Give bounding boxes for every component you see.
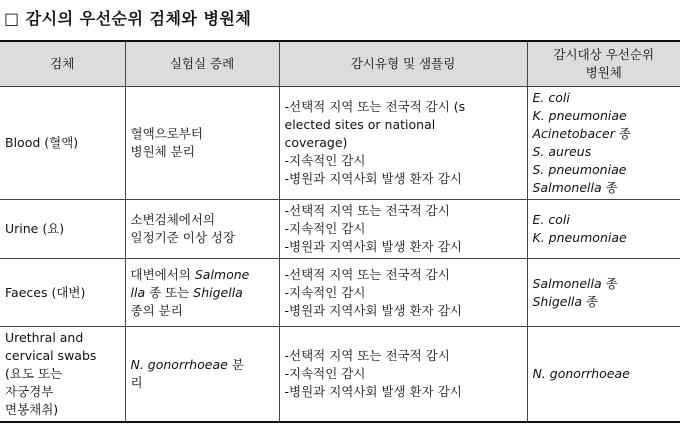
surveillance-line: -지속적인 감시: [284, 284, 366, 300]
surveillance-cell: [279, 259, 527, 327]
pathogen-item: Salmonella 종: [532, 180, 618, 195]
header-pathogens: 감시대상 우선순위 병원체: [527, 41, 680, 87]
table-row: [0, 200, 680, 259]
surveillance-table: [0, 40, 680, 423]
surveillance-line: -병원과 지역사회 발생 환자 감시: [284, 171, 462, 186]
lab-case-cell: N. gonorrhoeae 분 리: [125, 327, 279, 423]
pathogen-item: Acinetobacer 종: [532, 126, 631, 141]
pathogens-cell: [527, 259, 680, 327]
surveillance-cell: [279, 200, 527, 259]
surveillance-line: -병원과 지역사회 발생 환자 감시: [284, 384, 462, 399]
surveillance-line: -병원과 지역사회 발생 환자 감시: [284, 239, 462, 254]
specimen-cell: Faeces (대변): [0, 259, 125, 327]
pathogen-item: N. gonorrhoeae: [532, 366, 630, 381]
specimen-cell: Urethral and cervical swabs (요도 또는 자궁경부 면봉채취): [0, 327, 125, 423]
page-title: □ 감시의 우선순위 검체와 병원체: [4, 9, 252, 28]
lab-case-cell: 대변에서의 Salmone lla 종 또는 Shigella 종의 분리: [125, 259, 279, 327]
specimen-cell: Blood (혈액): [0, 87, 125, 200]
pathogen-item: K. pneumoniae: [532, 108, 627, 123]
surveillance-line: -지속적인 감시: [284, 366, 366, 381]
table-row: [0, 327, 680, 423]
surveillance-line: -선택적 지역 또는 전국적 감시 (s: [284, 99, 466, 114]
table-row: [0, 259, 680, 327]
lab-case-cell: 혈액으로부터 병원체 분리: [125, 87, 279, 200]
pathogen-item: Shigella 종: [532, 293, 599, 309]
pathogens-cell: [527, 87, 680, 200]
surveillance-line: -지속적인 감시: [284, 153, 366, 168]
surveillance-line: -선택적 지역 또는 전국적 감시: [284, 348, 450, 363]
pathogen-item: Salmonella 종: [532, 275, 618, 291]
pathogen-item: S. aureus: [532, 144, 592, 159]
table-row: [0, 87, 680, 200]
surveillance-cell: [279, 87, 527, 200]
surveillance-line: elected sites or national: [284, 117, 436, 132]
surveillance-line: coverage): [284, 135, 348, 150]
pathogen-item: E. coli: [532, 90, 570, 105]
pathogen-item: S. pneumoniae: [532, 162, 627, 177]
pathogen-item: K. pneumoniae: [532, 230, 627, 245]
surveillance-line: -병원과 지역사회 발생 환자 감시: [284, 302, 462, 318]
header-surveillance: 감시유형 및 샘플링: [279, 41, 527, 87]
surveillance-line: -선택적 지역 또는 전국적 감시: [284, 203, 450, 218]
pathogens-cell: [527, 327, 680, 423]
surveillance-line: -선택적 지역 또는 전국적 감시: [284, 266, 450, 282]
surveillance-cell: [279, 327, 527, 423]
pathogens-cell: [527, 200, 680, 259]
header-row: [0, 41, 680, 87]
header-lab-case: 실험실 증례: [125, 41, 279, 87]
pathogen-item: E. coli: [532, 212, 570, 227]
header-specimen: 검체: [0, 41, 125, 87]
lab-case-cell: 소변검체에서의 일정기준 이상 성장: [125, 200, 279, 259]
specimen-cell: Urine (요): [0, 200, 125, 259]
surveillance-line: -지속적인 감시: [284, 221, 366, 236]
